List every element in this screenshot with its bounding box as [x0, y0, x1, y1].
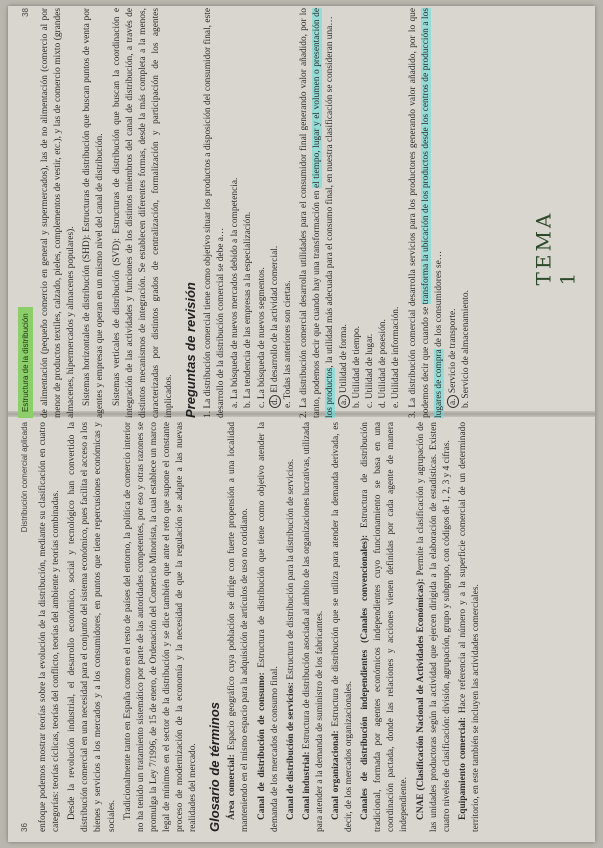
- question-options: [447, 8, 473, 418]
- top-running-head: [18, 8, 33, 418]
- option-text: Todas las anteriores son ciertas.: [282, 280, 293, 400]
- highlighted-text: transforma la ubicación de los productos desde los centros de producción a los lugares de compra: [420, 8, 444, 418]
- glossary-list: [226, 422, 483, 832]
- question-text: La distribución comercial desarrolla servicios para los productores generando valor añadido, por lo que podemos decir que cuando se: [407, 8, 431, 418]
- glossary-definition: Estructura de distribución que tiene como objetivo atender la demanda de los mercados de consumo final.: [256, 422, 280, 832]
- option: [338, 8, 351, 408]
- glossary-definition: Estructura de distribución tradicional, formada por agentes económicos independientes cuyo funcionamiento se basa en una coordinación pactada, donde las relaciones y acciones vienen definidas por cada agente de manera independiente.: [360, 422, 410, 832]
- option: [364, 8, 377, 408]
- question-2: [298, 8, 404, 418]
- option-text: Utilidad de forma.: [339, 324, 350, 394]
- option: [242, 8, 255, 408]
- question-text-end: de los consumidores se…: [433, 250, 444, 350]
- option-text: Utilidad de lugar.: [365, 333, 376, 400]
- option: [447, 8, 460, 408]
- option: [282, 8, 295, 408]
- question-number: 3.: [407, 410, 418, 418]
- option-mark: c.: [256, 401, 267, 408]
- option: [390, 8, 403, 408]
- glossary-definition: Estructura de distribución asociada al ámbito de las organizaciones lucrativas, utilizada para atender a la demanda de suministro de los fabricantes.: [301, 422, 325, 832]
- question-1: [202, 8, 295, 418]
- option: [460, 8, 473, 408]
- glossary-term: CNAE (Clasificación Nacional de Actividades Económicas):: [415, 578, 426, 820]
- bottom-page-number: 36: [20, 823, 29, 832]
- question-options: [229, 8, 294, 418]
- glossary-definition: Estructura de distribución que se utiliza para atender la demanda derivada, es decir, de los mercados organizacionales.: [330, 421, 355, 832]
- option: [377, 8, 390, 408]
- option-text: Servicio de almacenamiento.: [460, 290, 471, 399]
- question-3: [407, 8, 473, 418]
- glossary-term: Canal organizacional:: [330, 730, 341, 820]
- option-mark-circled: a.: [447, 395, 459, 408]
- glossary-entry: [457, 422, 483, 832]
- glossary-definition: Permite la clasificación y agrupación de las unidades productoras según la actividad que ejercen dirigida a la elaboración de estadísticas. Existen cuatro niveles de clasificación: división, agrupación, grupo y subgrupo, con códigos de 1, 2, 3 y 4 cifras.: [415, 422, 452, 832]
- option: [351, 8, 364, 408]
- question-text-end: , la utilidad más adecuada para el consumo final, en nuestra clasificación se consideran una…: [324, 16, 335, 368]
- glossary-term: Canales de distribución independientes (Canales convencionales):: [360, 534, 371, 820]
- review-questions: [202, 8, 473, 418]
- question-number: 1.: [203, 410, 214, 418]
- glossary-term: Canal de distribución de servicios:: [285, 681, 296, 820]
- glossary-term: Canal de distribución de consumo:: [256, 672, 267, 820]
- option: [256, 8, 269, 408]
- handwritten-note: TEMA 1: [531, 210, 580, 286]
- question-text: La distribución comercial tiene como objetivo situar los productos a disposición del consumidor final, este desarrollo de la distribución comercial se debe a…: [203, 7, 227, 418]
- bottom-intro-paragraph-3: Tradicionalmente tanto en España como en el resto de países del entorno, la política de comercio interior no ha tenido un tratamiento sistemático por parte de las autoridades competentes, por eso y otras razones se promulga la Ley 7/1996, de 15 de enero, de Ordenación del Comercio Minorista, la cual establece un marco legal de mínimos en el sector de la distribución y se dice también que ante el reto que supone el constante proceso de modernización de la economía y la necesidad de que la regulación se adapte a las nuevas realidades del mercado.: [122, 422, 199, 832]
- bottom-page: [18, 422, 518, 832]
- top-intro-paragraph-3: Sistemas verticales de distribución (SVD): Estructuras de distribución que buscan la coordinación e integración de las actividades y funciones de los distintos miembros del canal de distribución, a través de distintos mecanismos de integración. Se establecen diferentes formas, desde la más completa a la menos, caracterizadas por distintos grados de centralización, formalización y participación de los agentes implicados.: [111, 8, 174, 418]
- glossary-term: Canal industrial:: [301, 751, 312, 820]
- option-text: El desarrollo de la actividad comercial.: [269, 245, 280, 393]
- option-mark: a.: [230, 401, 241, 408]
- option-mark: d.: [378, 400, 389, 408]
- glossary-entry: [285, 422, 298, 832]
- option-text: La tendencia de las empresas a la especialización.: [243, 211, 254, 399]
- glossary-definition: Espacio geográfico cuya población se dirige con fuerte propensión a una localidad manteniendo en el mismo espacio para la adquisición de artículos de uso no cotidiano.: [227, 421, 251, 832]
- glossary-entry: [256, 422, 282, 832]
- option-text: Utilidad de información.: [391, 306, 402, 400]
- option-text: La búsqueda de nuevos segmentos.: [256, 267, 267, 400]
- highlighted-text: el tiempo, lugar y el volumen o presentación de los productos: [311, 8, 335, 418]
- option-mark-circled: d.: [269, 395, 281, 408]
- option-mark: b.: [460, 400, 471, 408]
- bottom-running-head: [18, 422, 31, 832]
- glossary-entry: [330, 422, 356, 832]
- option-mark: b.: [352, 400, 363, 408]
- option-text: Utilidad de posesión.: [378, 319, 389, 399]
- bottom-intro-paragraph-1: enfoque podemos mostrar teorías sobre la evolución de la distribución, mediante su clasificación en cuatro categorías: teorías cíclicas, teorías del conflicto, teorías del ambiente y teorías combinadas.: [38, 422, 62, 832]
- glossary-definition: Estructura de distribución para la distribución de servicios.: [285, 458, 296, 680]
- bottom-intro-paragraph-2: Desde la revolución industrial, el desarrollo económico, social y tecnológico han convertido la distribución comercial en una necesidad para el conjunto del sistema económico, pues facilita el acceso a los bienes y servicios a los mercados y a los consumidores, en puntos que tiene repercusiones económicas y sociales.: [67, 422, 117, 832]
- chapter-tag: Estructura de la distribución: [18, 307, 33, 418]
- top-intro-paragraph-1: de alimentación (pequeño comercio en general y supermercados), las de no alimentación (comercio al por menor de productos textiles, calzado, pieles, complementos de vestir, etc.), y las de comercio mixto (grandes almacenes, hipermercados y almacenes populares).: [40, 8, 77, 418]
- option: [229, 8, 242, 408]
- question-options: [338, 8, 403, 418]
- option-text: Servicio de transporte.: [447, 308, 458, 394]
- glossary-entry: [415, 422, 454, 832]
- bottom-running-title: Distribución comercial aplicada: [20, 422, 29, 533]
- top-page: [18, 8, 518, 418]
- option-mark: e.: [282, 401, 293, 408]
- glossary-entry: [301, 422, 327, 832]
- review-section-title: Preguntas de revisión: [183, 282, 199, 418]
- option-mark: b.: [243, 400, 254, 408]
- glossary-term: Equipamiento comercial:: [457, 717, 468, 820]
- top-intro-paragraph-2: Sistemas horizontales de distribución (SHD): Estructuras de distribución que buscan puntos de venta por agentes y empresas que operan en un mismo nivel del canal de distribución.: [82, 8, 106, 418]
- option: [269, 8, 282, 408]
- glossary-entry: [226, 422, 252, 832]
- option-mark: c.: [365, 401, 376, 408]
- option-mark: e.: [391, 401, 402, 408]
- option-mark-circled: a.: [338, 395, 350, 408]
- option-text: Utilidad de tiempo.: [352, 325, 363, 399]
- option-text: La búsqueda de nuevos mercados debido a la competencia.: [230, 177, 241, 400]
- glossary-section-title: Glosario de términos: [207, 701, 223, 832]
- glossary-term: Área comercial:: [227, 754, 238, 820]
- top-page-number: 38: [21, 8, 30, 17]
- glossary-definition: Hace referencia al número y a la superficie comercial de un determinado territorio, en este también se incluyen las actividades comerciales.: [457, 421, 481, 832]
- question-text: La distribución comercial desarrolla utilidades para el consumidor final generando valor añadido, por lo tanto, podemos decir que cuando hay una transformación en: [298, 8, 322, 418]
- question-number: 2.: [298, 410, 309, 418]
- glossary-entry: [359, 422, 411, 832]
